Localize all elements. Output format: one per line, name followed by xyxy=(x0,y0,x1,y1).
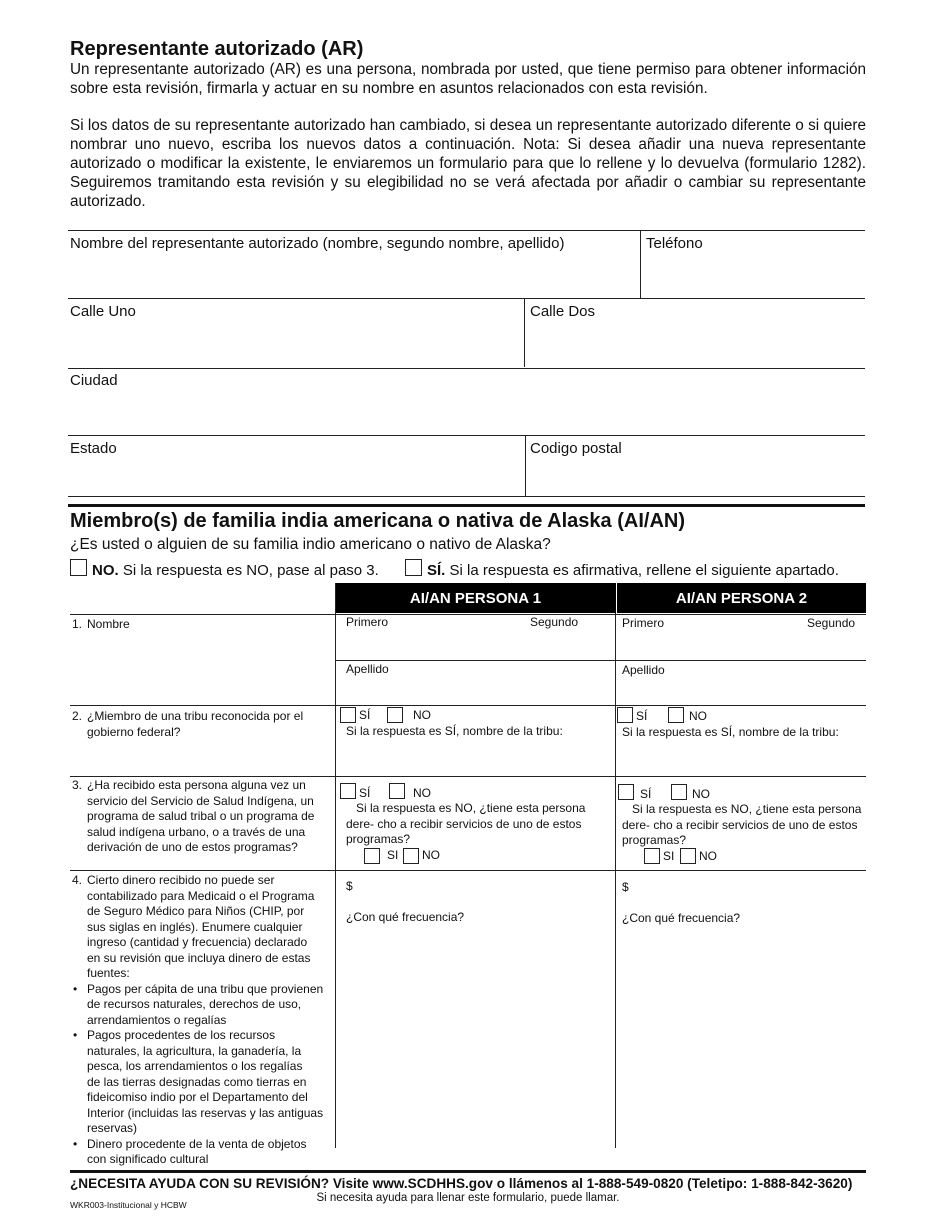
q4-number: 4. xyxy=(72,873,83,887)
q1-number: 1. xyxy=(72,617,83,631)
aian-yes-checkbox[interactable] xyxy=(405,559,422,576)
q4-line: ingreso (cantidad y frecuencia) declarado xyxy=(87,935,308,949)
ar-row-line xyxy=(68,435,865,436)
p1-frequency-field[interactable]: ¿Con qué frecuencia? xyxy=(346,910,465,924)
aian-yes-text: Si la respuesta es afirmativa, rellene el siguiente apartado. xyxy=(449,562,839,579)
ar-row-line xyxy=(68,298,865,299)
q4-bullet-line: fideicomiso indio por el Departamento del xyxy=(87,1090,308,1104)
p2-last-name-field[interactable]: Apellido xyxy=(622,663,665,677)
p2-eligible-si-label: SI xyxy=(663,849,675,863)
p2-first-name-field[interactable]: Primero xyxy=(622,616,665,630)
grid-row-line xyxy=(70,705,866,706)
p1-first-name-field[interactable]: Primero xyxy=(346,615,389,629)
q1-label xyxy=(72,617,334,633)
q3-label xyxy=(72,778,334,856)
grid-col-line xyxy=(335,583,336,1148)
q4-bullet-line: pesca, los arrendamientos o los regalías xyxy=(87,1059,303,1073)
ar-intro-paragraph: Un representante autorizado (AR) es una persona, nombrada por usted, que tiene permiso para obtener información sobre esta revisión, firmarla y actuar en su nombre en asuntos relacionados con esta revisión. xyxy=(70,61,866,97)
person1-header: AI/AN PERSONA 1 xyxy=(335,583,616,613)
grid-col-line xyxy=(615,613,616,1148)
p1-eligible-question: Si la respuesta es NO, ¿tiene esta persona dere- cho a recibir servicios de uno de estos programas? xyxy=(346,801,586,846)
q4-bullet-line: de recursos naturales, derechos de uso, xyxy=(87,997,302,1011)
p1-middle-name-field[interactable]: Segundo xyxy=(530,615,579,629)
q4-line: fuentes: xyxy=(87,966,130,980)
q4-bullet xyxy=(72,1137,334,1168)
ar-table-top-line xyxy=(68,230,865,231)
p2-eligible-si-checkbox[interactable] xyxy=(644,848,660,864)
q4-bullet xyxy=(72,982,334,1029)
aian-yes-label: SÍ. xyxy=(427,562,446,579)
p1-ihs-no-label: NO xyxy=(413,786,431,800)
ar-divider xyxy=(524,298,525,367)
p1-tribe-no-checkbox[interactable] xyxy=(387,707,403,723)
q4-line: de Seguro Médico para Niños (CHIP, por xyxy=(87,904,305,918)
p1-eligible-si-checkbox[interactable] xyxy=(364,848,380,864)
aian-yes-option xyxy=(427,562,839,579)
p2-middle-name-field[interactable]: Segundo xyxy=(807,616,856,630)
p1-amount-field[interactable]: $ xyxy=(346,879,353,893)
q4-bullet-line: naturales, la agricultura, la ganadería, la xyxy=(87,1043,302,1058)
q4-bullet-line: • Pagos per cápita de una tribu que provienen xyxy=(87,981,324,996)
p1-tribe-si-checkbox[interactable] xyxy=(340,707,356,723)
q2-label xyxy=(72,709,334,740)
q3-line: derivación de uno de estos programas? xyxy=(87,840,298,854)
ar-row-line xyxy=(68,496,865,497)
q4-label xyxy=(72,873,334,1168)
section-separator xyxy=(68,504,865,507)
p2-eligible-question: Si la respuesta es NO, ¿tiene esta persona dere- cho a recibir servicios de uno de estos programas? xyxy=(622,802,862,847)
p1-last-name-field[interactable]: Apellido xyxy=(346,662,389,676)
q4-line: contabilizado para Medicaid o el Programa xyxy=(87,888,315,903)
p1-ihs-no-checkbox[interactable] xyxy=(389,783,405,799)
p1-tribe-no-label: NO xyxy=(413,708,431,722)
p1-ihs-si-checkbox[interactable] xyxy=(340,783,356,799)
q4-line: en su revisión que incluya dinero de estas xyxy=(87,950,311,965)
q3-line: programa de salud tribal o un programa de xyxy=(87,809,315,823)
q2-line: gobierno federal? xyxy=(87,724,181,739)
footer-subtext: Si necesita ayuda para llenar este formulario, puede llamar. xyxy=(316,1192,620,1204)
p1-ihs-si-label: SÍ xyxy=(359,786,371,800)
q2-number: 2. xyxy=(72,709,83,723)
p1-eligible-si-label: SI xyxy=(387,848,399,862)
p1-eligible-no-label: NO xyxy=(422,848,440,862)
footer-help-line: ¿NECESITA AYUDA CON SU REVISIÓN? Visite www.SCDHHS.gov o llámenos al 1-888-549-0820 (Teletipo: 1-888-842-3620) xyxy=(70,1176,853,1191)
aian-section-title: Miembro(s) de familia india americana o nativa de Alaska (AI/AN) xyxy=(70,510,685,532)
p2-frequency-field[interactable]: ¿Con qué frecuencia? xyxy=(622,911,741,925)
grid-row-line xyxy=(70,870,866,871)
q3-line: ¿Ha recibido esta persona alguna vez un xyxy=(87,778,306,792)
grid-row-line xyxy=(70,614,866,615)
q4-bullet-line: de las tierras designadas como tierras en xyxy=(87,1074,307,1089)
q4-bullet-line: • Pagos procedentes de los recursos xyxy=(87,1028,276,1042)
q4-bullet-list xyxy=(72,982,334,1168)
aian-no-checkbox[interactable] xyxy=(70,559,87,576)
p1-tribe-si-label: SÍ xyxy=(359,708,371,722)
q4-bullet-line: arrendamientos o regalías xyxy=(87,1012,227,1027)
person2-header: AI/AN PERSONA 2 xyxy=(616,583,866,613)
ar-section-title: Representante autorizado (AR) xyxy=(70,38,364,60)
q1-text: Nombre xyxy=(87,617,130,631)
q4-bullet-line: Interior (incluidas las reservas y las antiguas xyxy=(87,1105,324,1120)
footer-separator xyxy=(70,1170,866,1173)
aian-no-option xyxy=(92,562,379,579)
aian-no-label: NO. xyxy=(92,562,119,579)
grid-row-line xyxy=(70,776,866,777)
p2-tribe-no-label: NO xyxy=(689,709,707,723)
ar-state-field[interactable]: Estado xyxy=(70,440,117,457)
p2-ihs-no-label: NO xyxy=(692,787,710,801)
aian-question: ¿Es usted o alguien de su familia indio americano o nativo de Alaska? xyxy=(70,536,551,553)
q3-line: salud indígena urbano, o a través de una xyxy=(87,824,306,839)
p2-amount-field[interactable]: $ xyxy=(622,880,629,894)
p2-ihs-no-checkbox[interactable] xyxy=(671,784,687,800)
p2-ihs-si-checkbox[interactable] xyxy=(618,784,634,800)
q4-bullet xyxy=(72,1028,334,1137)
q3-line: servicio del Servicio de Salud Indígena, un xyxy=(87,793,314,808)
ar-street1-field[interactable]: Calle Uno xyxy=(70,303,136,320)
p2-tribe-si-label: SÍ xyxy=(636,709,648,723)
p1-eligible-no-checkbox[interactable] xyxy=(403,848,419,864)
ar-street2-field[interactable]: Calle Dos xyxy=(530,303,596,320)
p1-tribe-name-field[interactable]: Si la respuesta es SÍ, nombre de la tribu: xyxy=(346,724,563,738)
p2-eligible-no-checkbox[interactable] xyxy=(680,848,696,864)
q3-number: 3. xyxy=(72,778,83,792)
p2-tribe-name-field[interactable]: Si la respuesta es SÍ, nombre de la tribu: xyxy=(622,725,839,739)
ar-divider xyxy=(640,230,641,298)
q2-line: ¿Miembro de una tribu reconocida por el xyxy=(87,709,304,723)
p2-tribe-no-checkbox[interactable] xyxy=(668,707,684,723)
q4-bullet-line: con significado cultural xyxy=(87,1152,209,1166)
q4-bullet-line: • Dinero procedente de la venta de objetos xyxy=(87,1136,307,1151)
grid-row-line xyxy=(335,660,866,661)
q4-line: Cierto dinero recibido no puede ser xyxy=(87,873,275,887)
p2-eligible-no-label: NO xyxy=(699,849,717,863)
ar-divider xyxy=(525,435,526,496)
form-id: WKR003-Institucional y HCBW xyxy=(70,1200,187,1210)
ar-city-field[interactable]: Ciudad xyxy=(70,372,118,389)
ar-zip-field[interactable]: Codigo postal xyxy=(530,440,622,457)
ar-row-line xyxy=(68,368,865,369)
p2-tribe-si-checkbox[interactable] xyxy=(617,707,633,723)
p2-ihs-si-label: SÍ xyxy=(640,787,652,801)
aian-no-text: Si la respuesta es NO, pase al paso 3. xyxy=(122,562,379,579)
q4-bullet-line: reservas) xyxy=(87,1121,138,1135)
ar-instructions-paragraph: Si los datos de su representante autorizado han cambiado, si desea un representante autorizado diferente o si quiere nombrar uno nuevo, escriba los nuevos datos a continuación. Nota: Si desea añadir una nueva representante autorizado o modificar la existente, le enviaremos un formulario para que lo rellene y lo devuelva (formulario 1282). Seguiremos tramitando esta revisión y su elegibilidad no se verá afectada por añadir o cambiar su representante autorizado. xyxy=(70,117,866,210)
q4-line: sus siglas en inglés). Enumere cualquier xyxy=(87,919,303,934)
ar-name-field[interactable]: Nombre del representante autorizado (nombre, segundo nombre, apellido) xyxy=(70,235,565,252)
ar-phone-field[interactable]: Teléfono xyxy=(646,235,703,252)
